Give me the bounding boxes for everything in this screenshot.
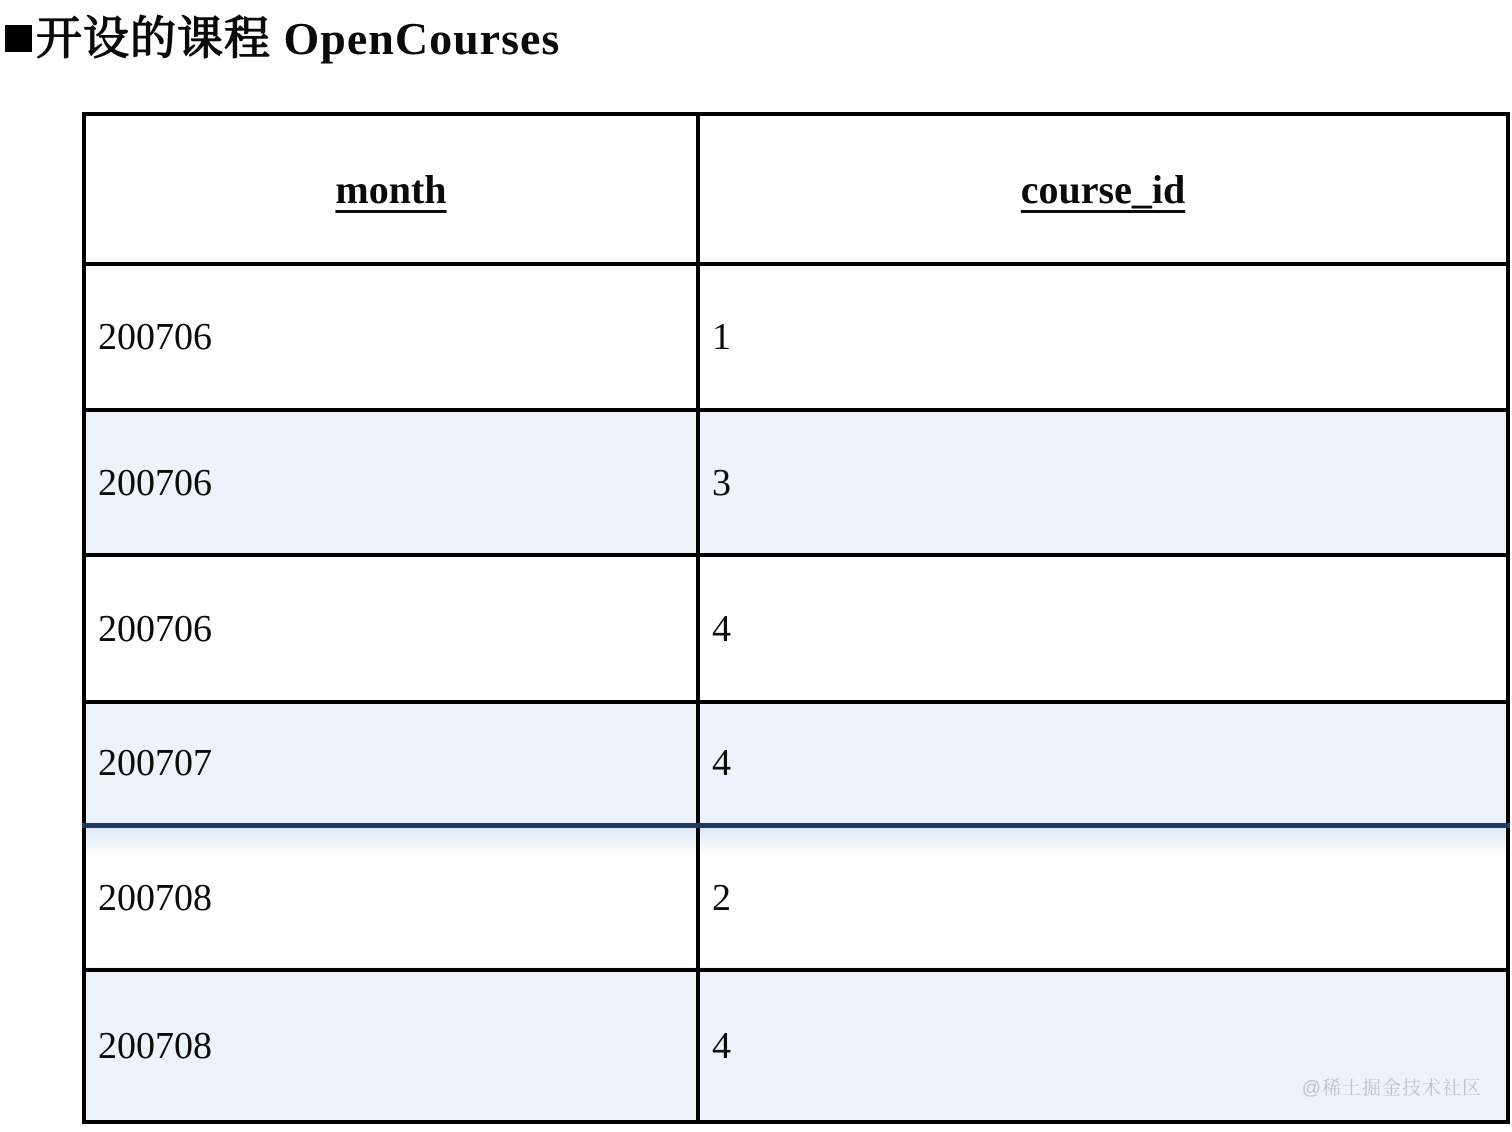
column-header-month: month	[84, 114, 698, 264]
table-row	[84, 825, 1508, 970]
cell-course-id: 4	[698, 970, 1508, 1122]
cell-course-id: 1	[698, 264, 1508, 410]
cell-course-id: 2	[698, 825, 1508, 970]
cell-course-id: 4	[698, 702, 1508, 825]
table-row	[84, 702, 1508, 825]
cell-course-id: 3	[698, 410, 1508, 555]
table-row	[84, 555, 1508, 702]
cell-month: 200707	[84, 702, 698, 825]
cell-course-id: 4	[698, 555, 1508, 702]
column-header-course-id: course_id	[698, 114, 1508, 264]
cell-month: 200706	[84, 264, 698, 410]
page-title-text: 开设的课程 OpenCourses	[36, 13, 561, 64]
table-row	[84, 410, 1508, 555]
cell-month: 200708	[84, 970, 698, 1122]
square-bullet-icon	[5, 25, 32, 52]
table-row	[84, 264, 1508, 410]
cell-month: 200706	[84, 410, 698, 555]
watermark: @稀土掘金技术社区	[1301, 1078, 1482, 1099]
page-title	[5, 2, 560, 68]
cell-month: 200708	[84, 825, 698, 970]
header-row	[84, 114, 1508, 264]
open-courses-table	[82, 112, 1510, 1124]
cell-month: 200706	[84, 555, 698, 702]
table-row	[84, 970, 1508, 1122]
